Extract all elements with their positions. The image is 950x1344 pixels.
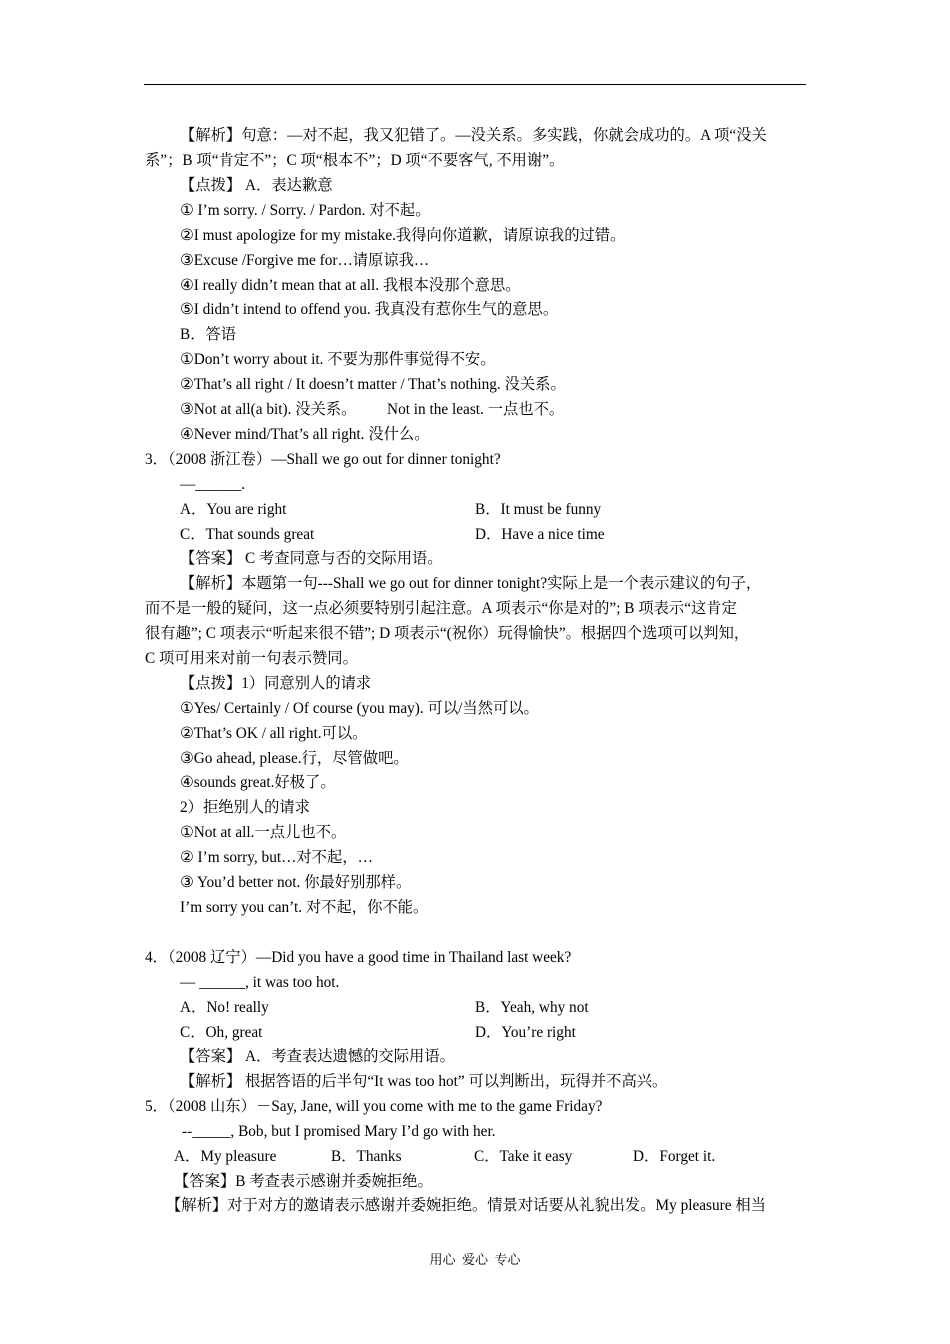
text-line: B．答语 xyxy=(180,326,237,343)
text-line: 【点拨】 A．表达歉意 xyxy=(180,177,333,194)
text-line: ② I’m sorry, but…对不起，… xyxy=(180,849,373,866)
text-line: D．Have a nice time xyxy=(475,526,605,543)
text-line: D．Forget it. xyxy=(633,1148,716,1165)
text-line: D．You’re right xyxy=(475,1024,576,1041)
text-line: 很有趣”; C 项表示“听起来很不错”; D 项表示“(祝你）玩得愉快”。根据四个选项可以判知， xyxy=(145,625,750,642)
text-line: 【解析】本题第一句---Shall we go out for dinner tonight?实际上是一个表示建议的句子， xyxy=(180,575,762,592)
text-line: ① I’m sorry. / Sorry. / Pardon. 对不起。 xyxy=(180,202,431,219)
text-line: B．Thanks xyxy=(331,1148,402,1165)
text-line: 【解析】对于对方的邀请表示感谢并委婉拒绝。情景对话要从礼貌出发。My pleasure 相当 xyxy=(166,1197,766,1214)
text-line: 而不是一般的疑问，这一点必须要特别引起注意。A 项表示“你是对的”; B 项表示“这肯定 xyxy=(145,600,737,617)
text-line: C 项可用来对前一句表示赞同。 xyxy=(145,650,358,667)
text-line: C．That sounds great xyxy=(180,526,315,543)
text-line: ②I must apologize for my mistake.我得向你道歉，请原谅我的过错。 xyxy=(180,227,626,244)
text-line: 5．（2008 山东）－Say, Jane, will you come with me to the game Friday? xyxy=(145,1098,603,1115)
text-line: ①Don’t worry about it. 不要为那件事觉得不安。 xyxy=(180,351,496,368)
text-line: ③Go ahead, please.行，尽管做吧。 xyxy=(180,750,409,767)
text-line: A．You are right xyxy=(180,501,287,518)
text-line: ④sounds great.好极了。 xyxy=(180,774,336,791)
text-line: --_____, Bob, but I promised Mary I’d go with her. xyxy=(182,1123,496,1140)
text-line: ③Excuse /Forgive me for…请原谅我… xyxy=(180,252,430,269)
text-line: C．Take it easy xyxy=(474,1148,573,1165)
text-line: 系”；B 项“肯定不”；C 项“根本不”；D 项“不要客气, 不用谢”。 xyxy=(145,152,565,169)
text-line: I’m sorry you can’t. 对不起，你不能。 xyxy=(180,899,429,916)
text-line: ①Yes/ Certainly / Of course (you may). 可以/当然可以。 xyxy=(180,700,539,717)
text-line: 【答案】 A．考查表达遗憾的交际用语。 xyxy=(180,1048,455,1065)
text-line: ②That’s all right / It doesn’t matter / That’s nothing. 没关系。 xyxy=(180,376,566,393)
page-footer: 用心 爱心 专心 xyxy=(429,1252,521,1267)
text-line: —______. xyxy=(180,476,246,493)
text-line: A．My pleasure xyxy=(174,1148,277,1165)
text-line: ③ You’d better not. 你最好别那样。 xyxy=(180,874,412,891)
text-line: A．No! really xyxy=(180,999,269,1016)
text-line: 【答案】 C 考查同意与否的交际用语。 xyxy=(180,550,443,567)
text-line: B．It must be funny xyxy=(475,501,602,518)
text-line: ②That’s OK / all right.可以。 xyxy=(180,725,368,742)
text-line: B．Yeah, why not xyxy=(475,999,589,1016)
text-line: ⑤I didn’t intend to offend you. 我真没有惹你生气的意思。 xyxy=(180,301,559,318)
text-line: ④Never mind/That’s all right. 没什么。 xyxy=(180,426,430,443)
text-line: — ______, it was too hot. xyxy=(180,974,340,991)
header-rule xyxy=(144,84,806,85)
text-line: 4．（2008 辽宁）—Did you have a good time in Thailand last week? xyxy=(145,949,572,966)
text-line: 【点拨】1）同意别人的请求 xyxy=(180,675,372,692)
text-line: 【解析】 根据答语的后半句“It was too hot” 可以判断出，玩得并不高兴。 xyxy=(180,1073,668,1090)
text-line: ①Not at all.一点儿也不。 xyxy=(180,824,347,841)
text-line: 【答案】B 考查表示感谢并委婉拒绝。 xyxy=(174,1173,433,1190)
text-line: 3．（2008 浙江卷）—Shall we go out for dinner tonight? xyxy=(145,451,501,468)
text-line: 2）拒绝别人的请求 xyxy=(180,799,311,816)
text-line: ④I really didn’t mean that at all. 我根本没那个意思。 xyxy=(180,277,521,294)
text-line: C．Oh, great xyxy=(180,1024,263,1041)
text-line: 【解析】句意：—对不起，我又犯错了。—没关系。多实践，你就会成功的。A 项“没关 xyxy=(180,127,767,144)
text-line: ③Not at all(a bit). 没关系。 Not in the least. 一点也不。 xyxy=(180,401,565,418)
